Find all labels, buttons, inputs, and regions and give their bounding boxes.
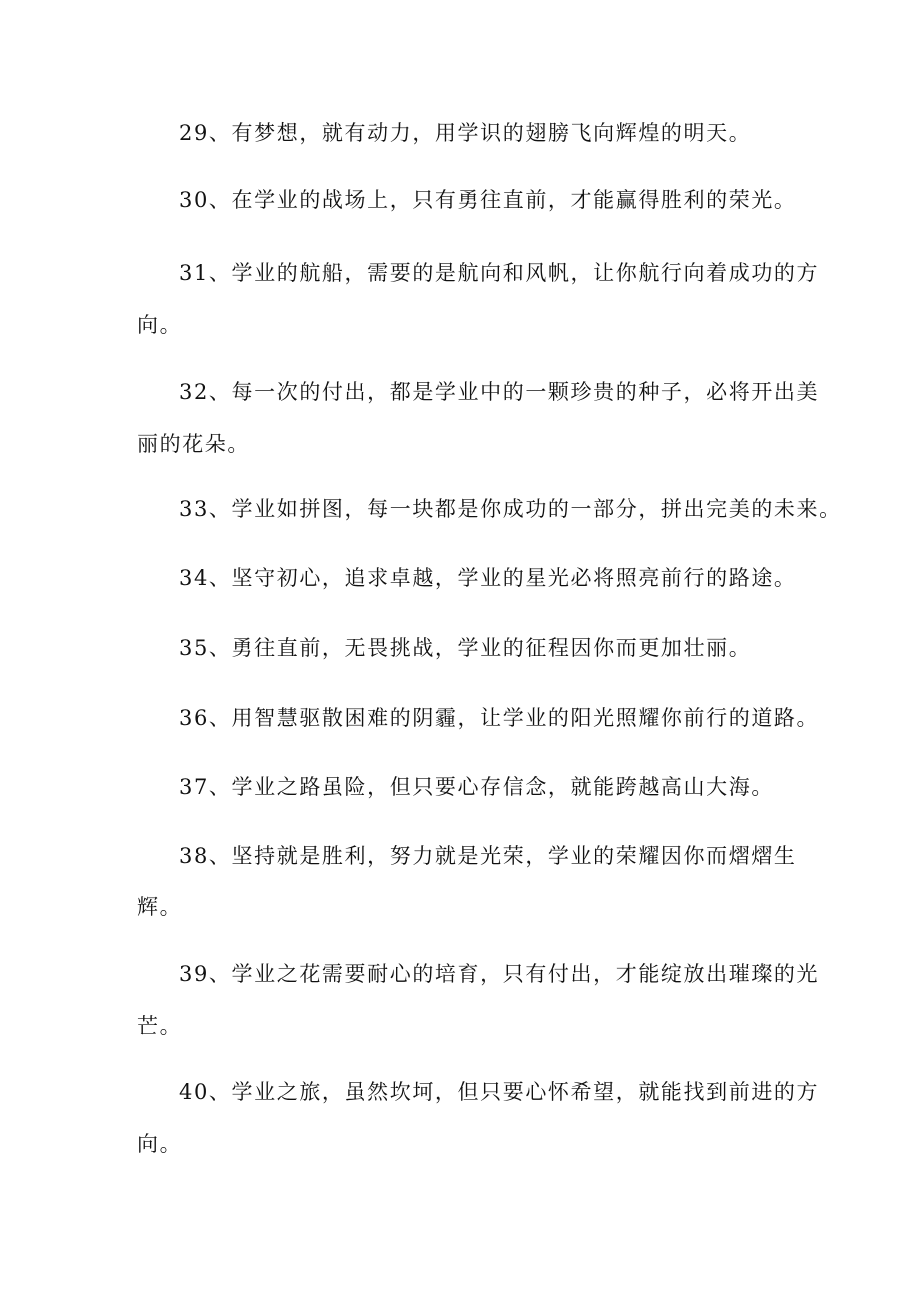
paragraph-line-continued: 向。 <box>137 1132 183 1156</box>
paragraph-line: 38、坚持就是胜利，努力就是光荣，学业的荣耀因你而熠熠生 <box>179 844 797 868</box>
paragraph-line: 29、有梦想，就有动力，用学识的翅膀飞向辉煌的明天。 <box>179 121 752 145</box>
paragraph-line: 35、勇往直前，无畏挑战，学业的征程因你而更加壮丽。 <box>179 636 752 660</box>
paragraph-line: 39、学业之花需要耐心的培育，只有付出，才能绽放出璀璨的光 <box>179 962 820 986</box>
paragraph-line: 36、用智慧驱散困难的阴霾，让学业的阳光照耀你前行的道路。 <box>179 706 820 730</box>
paragraph-line: 30、在学业的战场上，只有勇往直前，才能赢得胜利的荣光。 <box>179 188 797 212</box>
paragraph-line: 40、学业之旅，虽然坎坷，但只要心怀希望，就能找到前进的方 <box>179 1080 820 1104</box>
paragraph-line: 32、每一次的付出，都是学业中的一颗珍贵的种子，必将开出美 <box>179 380 820 404</box>
paragraph-line-continued: 辉。 <box>137 895 183 919</box>
paragraph-line-continued: 丽的花朵。 <box>137 432 250 456</box>
paragraph-line-continued: 向。 <box>137 313 183 337</box>
paragraph-line-continued: 芒。 <box>137 1014 183 1038</box>
paragraph-line: 34、坚守初心，追求卓越，学业的星光必将照亮前行的路途。 <box>179 566 797 590</box>
paragraph-line: 31、学业的航船，需要的是航向和风帆，让你航行向着成功的方 <box>179 261 820 285</box>
paragraph-line: 33、学业如拼图，每一块都是你成功的一部分，拼出完美的未来。 <box>179 497 842 521</box>
paragraph-line: 37、学业之路虽险，但只要心存信念，就能跨越高山大海。 <box>179 775 774 799</box>
